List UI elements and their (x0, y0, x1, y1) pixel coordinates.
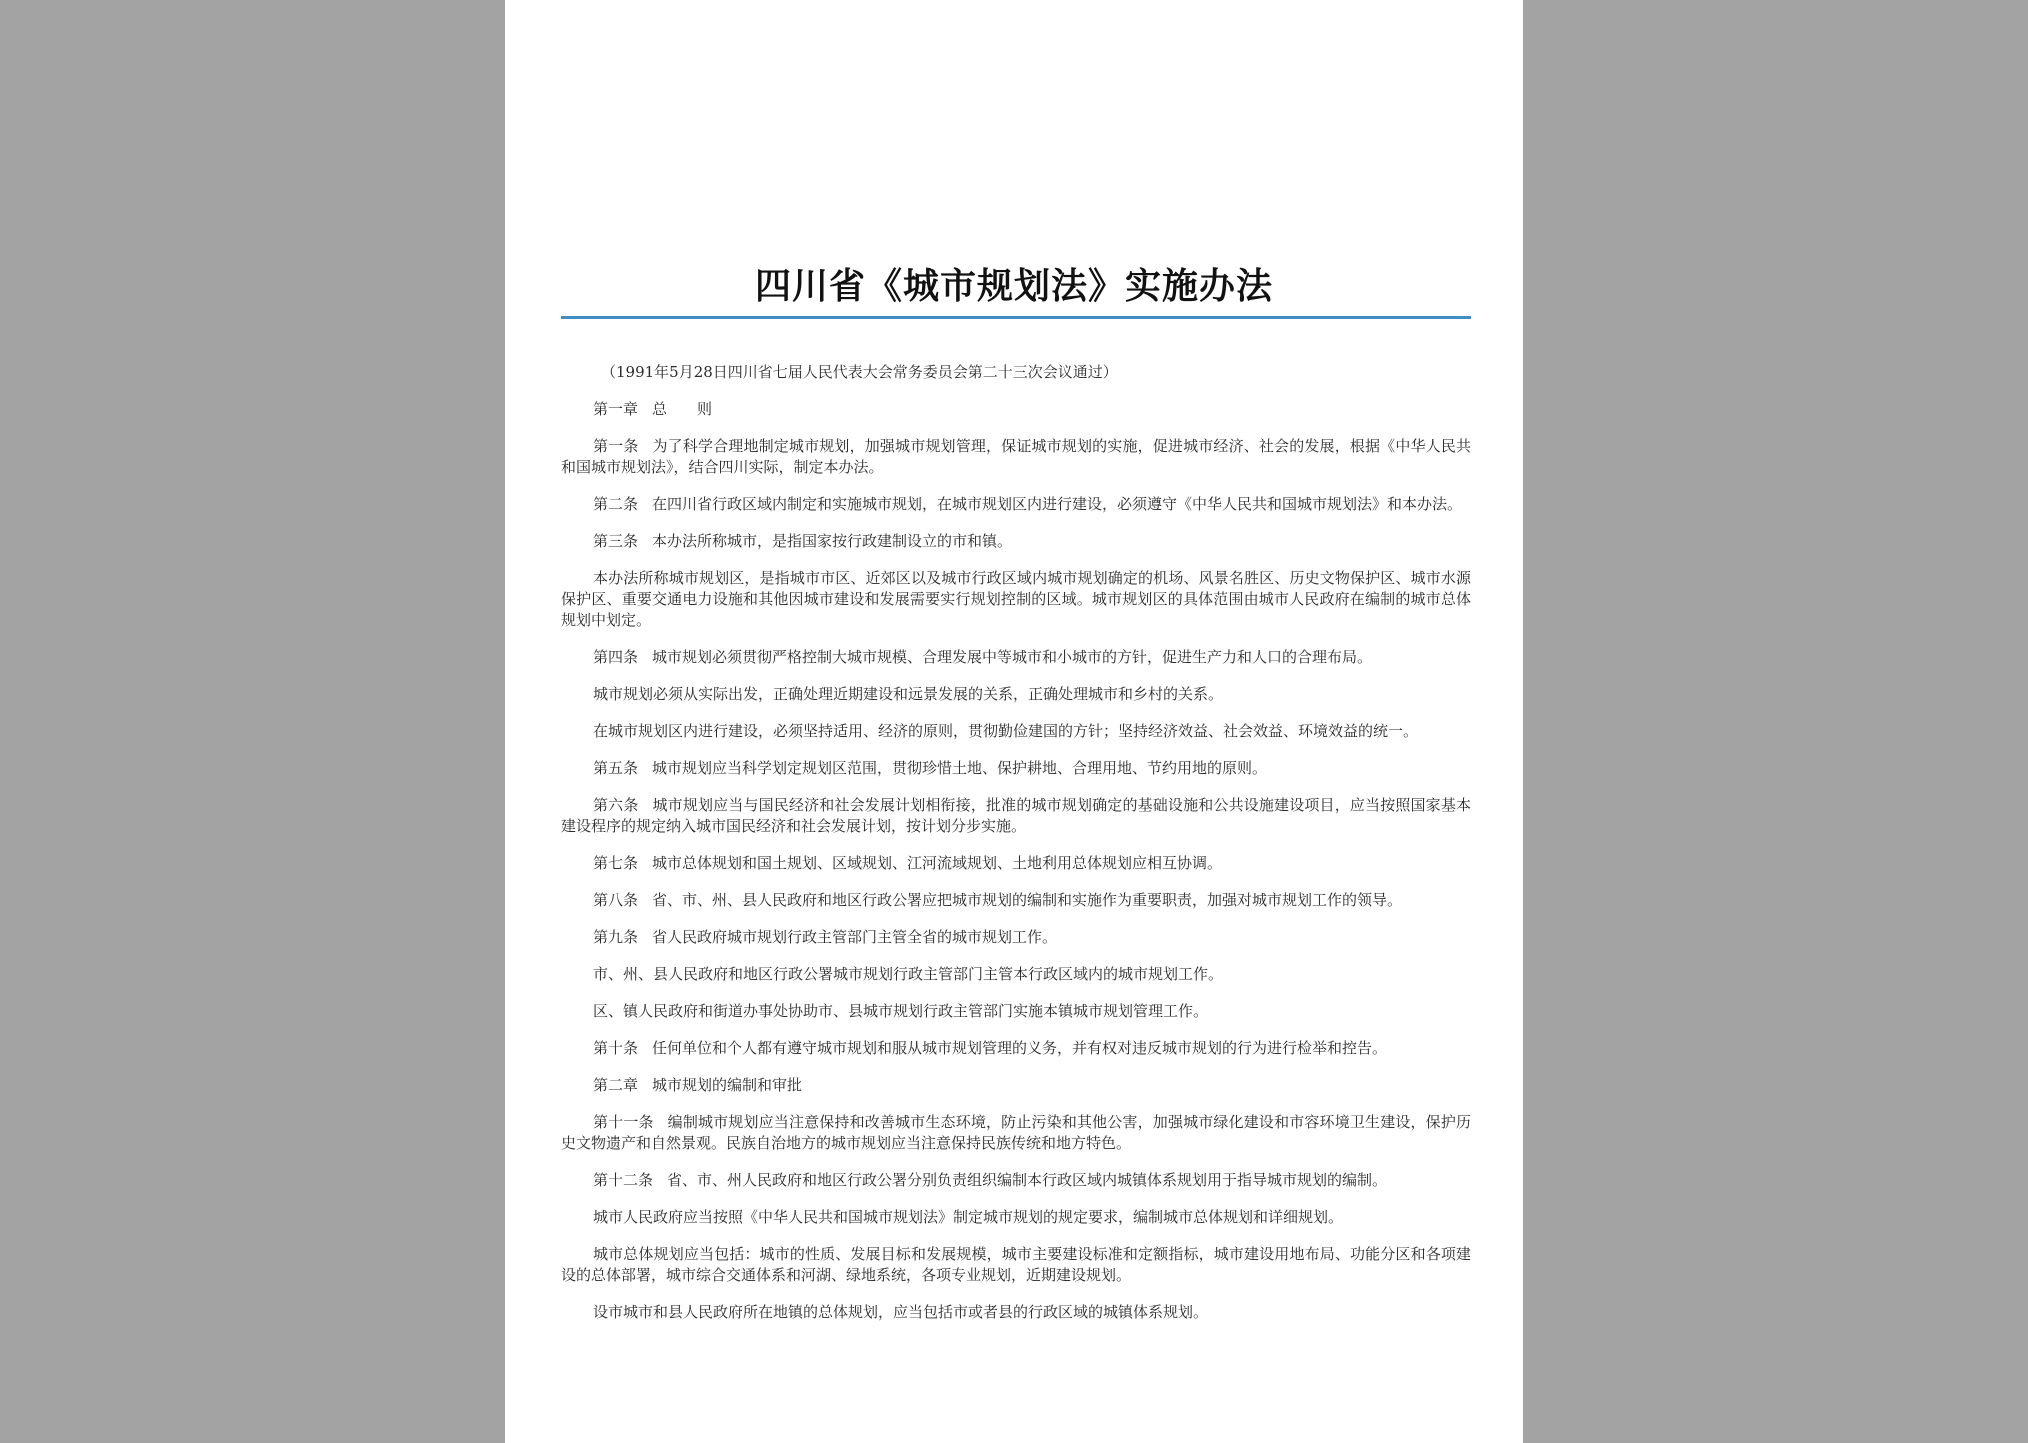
paragraph-text: 总 则 (652, 400, 713, 418)
paragraph-text: 城市规划必须贯彻严格控制大城市规模、合理发展中等城市和小城市的方针，促进生产力和人口的合理布局。 (652, 648, 1373, 666)
paragraph-text: 省、市、州人民政府和地区行政公署分别负责组织编制本行政区域内城镇体系规划用于指导城市规划的编制。 (667, 1171, 1388, 1189)
article-paragraph (561, 1001, 1471, 1022)
paragraph-text: 市、州、县人民政府和地区行政公署城市规划行政主管部门主管本行政区域内的城市规划工作。 (593, 965, 1224, 983)
article-paragraph (561, 1075, 1471, 1096)
paragraph-text: 本办法所称城市规划区，是指城市市区、近郊区以及城市行政区域内城市规划确定的机场、风景名胜区、历史文物保护区、城市水源保护区、重要交通电力设施和其他因城市建设和发展需要实行规划控制的区域。城市规划区的具体范围由城市人民政府在编制的城市总体规划中划定。 (561, 569, 1471, 629)
article-label: 第四条 (593, 648, 639, 666)
article-paragraph (561, 684, 1471, 705)
article-paragraph (561, 1038, 1471, 1059)
article-paragraph (561, 795, 1471, 837)
paragraph-text: 在四川省行政区域内制定和实施城市规划，在城市规划区内进行建设，必须遵守《中华人民共和国城市规划法》和本办法。 (652, 495, 1463, 513)
article-paragraph (561, 964, 1471, 985)
article-paragraph (561, 758, 1471, 779)
paragraph-text: 编制城市规划应当注意保持和改善城市生态环境，防止污染和其他公害，加强城市绿化建设和市容环境卫生建设，保护历史文物遗产和自然景观。民族自治地方的城市规划应当注意保持民族传统和地方特色。 (561, 1113, 1471, 1152)
paragraph-text: 为了科学合理地制定城市规划，加强城市规划管理，保证城市规划的实施，促进城市经济、社会的发展，根据《中华人民共和国城市规划法》，结合四川实际，制定本办法。 (561, 437, 1471, 476)
article-label: 第七条 (593, 854, 639, 872)
paragraph-text: 城市规划的编制和审批 (652, 1076, 803, 1094)
paragraph-text: 在城市规划区内进行建设，必须坚持适用、经济的原则，贯彻勤俭建国的方针；坚持经济效益、社会效益、环境效益的统一。 (593, 722, 1419, 740)
article-paragraph (561, 1302, 1471, 1323)
article-paragraph (561, 927, 1471, 948)
title-divider (561, 316, 1471, 319)
article-label: 第九条 (593, 928, 639, 946)
article-label: 第十一条 (593, 1113, 654, 1131)
article-paragraph (561, 647, 1471, 668)
article-paragraph (561, 853, 1471, 874)
paragraph-text: 区、镇人民政府和街道办事处协助市、县城市规划行政主管部门实施本镇城市规划管理工作。 (593, 1002, 1209, 1020)
document-body (561, 362, 1471, 1339)
paragraph-text: 城市总体规划和国土规划、区域规划、江河流域规划、土地利用总体规划应相互协调。 (652, 854, 1223, 872)
article-label: 第二条 (593, 495, 639, 513)
article-label: 第六条 (593, 796, 639, 814)
paragraph-text: 城市总体规划应当包括：城市的性质、发展目标和发展规模，城市主要建设标准和定额指标，城市建设用地布局、功能分区和各项建设的总体部署，城市综合交通体系和河湖、绿地系统，各项专业规划，近期建设规划。 (561, 1245, 1471, 1284)
article-paragraph (561, 890, 1471, 911)
document-page (505, 0, 1523, 1443)
article-label: 第三条 (593, 532, 639, 550)
article-label: 第十条 (593, 1039, 639, 1057)
article-label: 第十二条 (593, 1171, 654, 1189)
paragraph-text: 任何单位和个人都有遵守城市规划和服从城市规划管理的义务，并有权对违反城市规划的行为进行检举和控告。 (652, 1039, 1388, 1057)
article-paragraph (561, 531, 1471, 552)
article-paragraph (561, 436, 1471, 478)
article-paragraph (561, 721, 1471, 742)
article-paragraph (561, 399, 1471, 420)
article-label: 第一条 (593, 437, 639, 455)
article-label: 第八条 (593, 891, 639, 909)
document-title: 四川省《城市规划法》实施办法 (754, 265, 1273, 307)
adoption-note (561, 362, 1471, 383)
paragraph-text: （1991年5月28日四川省七届人民代表大会常务委员会第二十三次会议通过） (601, 363, 1118, 381)
paragraph-text: 设市城市和县人民政府所在地镇的总体规划，应当包括市或者县的行政区域的城镇体系规划。 (593, 1303, 1209, 1321)
paragraph-text: 本办法所称城市，是指国家按行政建制设立的市和镇。 (652, 532, 1013, 550)
article-paragraph (561, 494, 1471, 515)
paragraph-text: 城市规划必须从实际出发，正确处理近期建设和远景发展的关系，正确处理城市和乡村的关系。 (593, 685, 1224, 703)
article-label: 第五条 (593, 759, 639, 777)
paragraph-text: 城市规划应当与国民经济和社会发展计划相衔接，批准的城市规划确定的基础设施和公共设施建设项目，应当按照国家基本建设程序的规定纳入城市国民经济和社会发展计划，按计划分步实施。 (561, 796, 1471, 835)
article-label: 第二章 (593, 1076, 639, 1094)
paragraph-text: 省、市、州、县人民政府和地区行政公署应把城市规划的编制和实施作为重要职责，加强对城市规划工作的领导。 (652, 891, 1403, 909)
article-label: 第一章 (593, 400, 639, 418)
article-paragraph (561, 1112, 1471, 1154)
paragraph-text: 城市人民政府应当按照《中华人民共和国城市规划法》制定城市规划的规定要求，编制城市总体规划和详细规划。 (593, 1208, 1344, 1226)
article-paragraph (561, 1244, 1471, 1286)
article-paragraph (561, 1207, 1471, 1228)
paragraph-text: 城市规划应当科学划定规划区范围，贯彻珍惜土地、保护耕地、合理用地、节约用地的原则。 (652, 759, 1268, 777)
article-paragraph (561, 568, 1471, 631)
article-paragraph (561, 1170, 1471, 1191)
paragraph-text: 省人民政府城市规划行政主管部门主管全省的城市规划工作。 (652, 928, 1058, 946)
